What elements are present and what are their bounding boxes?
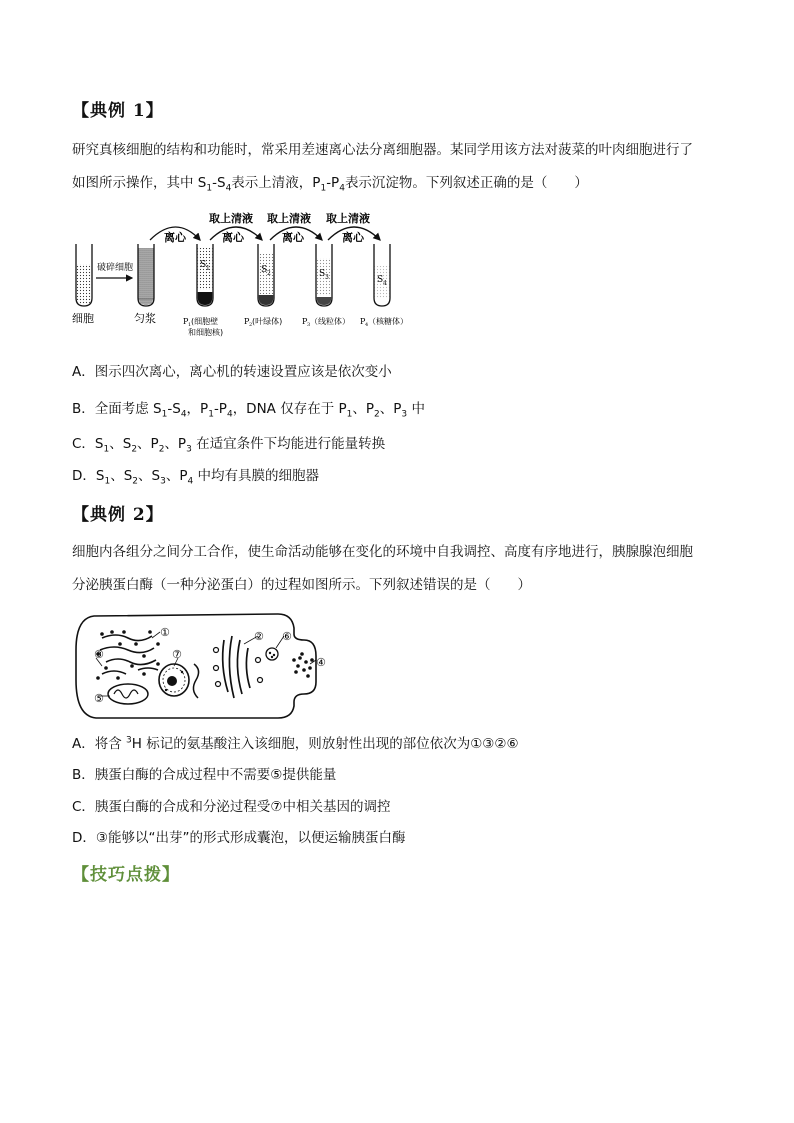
- p2-label: [244, 316, 282, 328]
- homogenate-label: 匀浆: [134, 312, 156, 325]
- rough-er: [100, 635, 158, 674]
- svg-text:S: S: [200, 260, 207, 270]
- svg-text:S: S: [319, 269, 326, 279]
- crush-label: 破碎细胞: [97, 263, 134, 273]
- marker-4: ④: [316, 656, 326, 669]
- p4-label: [360, 316, 408, 328]
- svg-text:3: 3: [307, 322, 311, 328]
- example1-option-c: C．$S_1$、$S_2$、$P_2$、$P_3$ 在适宜条件下均能进行能量转换: [72, 436, 386, 455]
- svg-text:2: 2: [249, 322, 253, 328]
- take-supernatant-label-3: 取上清液: [326, 212, 370, 225]
- svg-text:P: P: [302, 317, 308, 326]
- example2-question-line2: 分泌胰蛋白酶（一种分泌蛋白）的过程如图所示。下列叙述错误的是（ ）: [72, 577, 531, 593]
- svg-text:3: 3: [325, 274, 329, 281]
- mitochondrion: [108, 684, 148, 704]
- svg-text:和细胞核): 和细胞核): [188, 328, 224, 337]
- tube-s3: [316, 244, 332, 306]
- svg-text:S: S: [377, 275, 384, 285]
- example2-question: [72, 536, 727, 602]
- example2-heading: 【典例 2】: [72, 505, 164, 525]
- example2-option-c: C．胰蛋白酶的合成和分泌过程受⑦中相关基因的调控: [72, 799, 391, 815]
- secreted-protein: [292, 652, 314, 678]
- marker-6: ⑥: [282, 630, 292, 643]
- cell-tube: [76, 244, 92, 306]
- svg-text:（核糖体）: （核糖体）: [368, 317, 408, 326]
- marker-7: ⑦: [172, 648, 182, 661]
- example2-option-d: D．③能够以“出芽”的形式形成囊泡，以便运输胰蛋白酶: [72, 830, 406, 846]
- example1-question-line2: 如图所示操作，其中 $S_1-S_4$表示上清液，$P_1-P_4$表示沉淀物。下列叙述正确的是（ ）: [72, 175, 588, 194]
- svg-text:4: 4: [365, 322, 369, 328]
- acinar-cell-figure: [72, 610, 334, 722]
- svg-text:1: 1: [188, 322, 192, 328]
- centrifuge-label-2: 离心: [222, 231, 244, 244]
- secretory-vesicle: [266, 648, 278, 660]
- example1-option-d: D．$S_1$、$S_2$、$S_3$、$P_4$ 中均有具膜的细胞器: [72, 468, 320, 487]
- take-supernatant-label-2: 取上清液: [267, 212, 311, 225]
- marker-5: ⑤: [94, 692, 104, 705]
- example1-question: [72, 134, 727, 206]
- tube-s2: [258, 244, 274, 306]
- marker-2: ②: [254, 630, 264, 643]
- svg-text:P: P: [244, 317, 250, 326]
- svg-text:(细胞壁: (细胞壁: [191, 317, 219, 326]
- cell-label: 细胞: [72, 312, 94, 325]
- centrifuge-label-1: 离心: [164, 231, 186, 244]
- centrifuge-label-3: 离心: [282, 231, 304, 244]
- example2-question-line1: 细胞内各组分之间分工合作，使生命活动能够在变化的环境中自我调控、高度有序地进行，胰腺腺泡细胞: [72, 544, 693, 560]
- svg-text:(叶绿体): (叶绿体): [252, 317, 283, 326]
- nucleus: [159, 664, 189, 696]
- svg-text:S: S: [261, 265, 268, 275]
- tube-s4: [374, 244, 390, 306]
- tips-heading: 【技巧点拨】: [72, 865, 180, 885]
- svg-text:P: P: [183, 317, 189, 326]
- svg-text:P: P: [360, 317, 366, 326]
- example1-option-a: A．图示四次离心，离心机的转速设置应该是依次变小: [72, 364, 392, 380]
- p3-label: [302, 316, 350, 328]
- example2-option-a: A．将含 $^3$H 标记的氨基酸注入该细胞，则放射性出现的部位依次为①③②⑥: [72, 735, 519, 752]
- marker-3: ③: [94, 648, 104, 661]
- marker-1: ①: [160, 626, 170, 639]
- svg-text:4: 4: [383, 280, 387, 287]
- take-supernatant-label-1: 取上清液: [209, 212, 253, 225]
- p1-label: [183, 316, 223, 337]
- golgi-apparatus: [223, 636, 250, 698]
- er-segment: [193, 664, 198, 698]
- centrifugation-figure: [70, 208, 425, 338]
- svg-text:1: 1: [206, 265, 210, 272]
- example1-question-line1: 研究真核细胞的结构和功能时，常采用差速离心法分离细胞器。某同学用该方法对菠菜的叶肉细胞进行了: [72, 142, 693, 158]
- example2-option-b: B．胰蛋白酶的合成过程中不需要⑤提供能量: [72, 767, 337, 783]
- svg-text:2: 2: [267, 270, 271, 277]
- example1-heading: 【典例 1】: [72, 101, 164, 121]
- example1-option-b: B．全面考虑 $S_1-S_4$，$P_1-P_4$，DNA 仅存在于 $P_1$、$P_2$、$P_3$ 中: [72, 401, 425, 420]
- centrifuge-label-4: 离心: [342, 231, 364, 244]
- svg-text:（线粒体）: （线粒体）: [310, 317, 350, 326]
- homogenate-tube: [138, 244, 154, 306]
- tube-s1: [197, 244, 213, 306]
